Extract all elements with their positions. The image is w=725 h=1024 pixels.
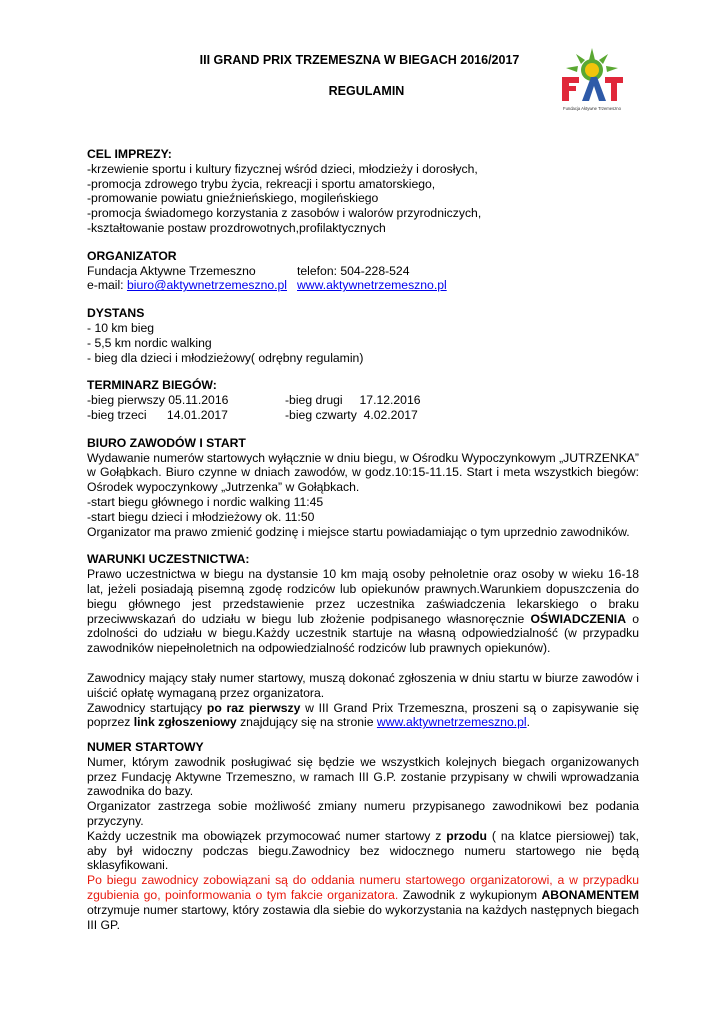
organizer-name: Fundacja Aktywne Trzemeszno: [87, 263, 256, 278]
red-notice: Po biegu zawodnicy zobowiązani są do oddania numeru startowego organizatorowi, a w przypadku zgubienia go, poinformowania o tym fakcie organizatora.: [87, 873, 639, 903]
fat-logo-icon: [556, 46, 628, 118]
email-label: e-mail:: [87, 278, 127, 293]
warunki-paragraph: Zawodnicy mający stały numer startowy, muszą dokonać zgłoszenia w dniu startu w biurze zawodów i uiścić opłatę wymaganą przez organizatora.: [87, 670, 639, 700]
distance-line: - bieg dla dzieci i młodzieżowy( odrębny regulamin): [87, 350, 364, 365]
race-date: -bieg trzeci 14.01.2017: [87, 407, 228, 422]
cel-line: -promocja zdrowego trybu życia, rekreacji i sportu amatorskiego,: [87, 176, 436, 191]
numer-paragraph: Po biegu zawodnicy zobowiązani są do oddania numeru startowego organizatorowi, a w przypadku zgubienia go, poinformowania o tym fakcie organizatora. Zawodnik z wykupionym ABONAMENTEM otrzymuje numer startowy, który zostawia dla siebie do wykorzystania na każdych następnych biegach III GP.: [87, 873, 639, 932]
organizer-note: Organizator ma prawo zmienić godzinę i miejsce startu powiadamiając o tym uprzednio zawodników.: [87, 524, 630, 539]
regulations-body: [87, 147, 639, 932]
biuro-paragraph: Wydawanie numerów startowych wyłącznie w dniu biegu, w Ośrodku Wypoczynkowym „JUTRZENKA” w Gołąbkach. Biuro czynne w dniach zawodów, w godz.10:15-11.15. Start i meta wszystkich biegów: Ośrodek wypoczynkowy „Jutrzenka” w Gołąbkach.: [87, 450, 639, 495]
numer-paragraph: Organizator zastrzega sobie możliwość zmiany numeru przypisanego zawodnikowi bez podania przyczyny.: [87, 799, 639, 829]
race-date: -bieg drugi 17.12.2016: [285, 393, 421, 408]
section-heading-organizator: ORGANIZATOR: [87, 248, 177, 263]
cel-line: -kształtowanie postaw prozdrowotnych,profilaktycznych: [87, 220, 386, 235]
logo-caption: Fundacja Aktywne Trzemeszno: [563, 106, 621, 111]
website-link[interactable]: www.aktywnetrzemeszno.pl: [297, 278, 447, 293]
document-title: III GRAND PRIX TRZEMESZNA W BIEGACH 2016/2017: [199, 53, 520, 67]
section-heading-warunki: WARUNKI UCZESTNICTWA:: [87, 552, 250, 567]
race-date: -bieg pierwszy 05.11.2016: [87, 393, 229, 408]
warunki-paragraph: Prawo uczestnictwa w biegu na dystansie 10 km mają osoby pełnoletnie oraz osoby w wieku 16-18 lat, jeżeli posiadają pisemną zgodę rodziców lub opiekunów prawnych.Warunkiem dopuszczenia do biegu głównego jest przedstawienie przez uczestnika zaświadczenia lekarskiego o braku przeciwwskazań do udziału w biegu lub złożenie podpisanego własnoręcznie OŚWIADCZENIA o zdolności do udziału w biegu.Każdy uczestnik startuje na własną odpowiedzialność (w przypadku zawodników niepełnoletnich na odpowiedzialność rodziców lub prawnych opiekunów).: [87, 567, 639, 656]
section-heading-numer: NUMER STARTOWY: [87, 740, 204, 755]
cel-line: -promowanie powiatu gnieźnieńskiego, mogileńskiego: [87, 191, 379, 206]
registration-website-link[interactable]: www.aktywnetrzemeszno.pl: [376, 715, 527, 730]
race-date: -bieg czwarty 4.02.2017: [285, 407, 418, 422]
document-subtitle: REGULAMIN: [328, 84, 405, 98]
numer-paragraph: Każdy uczestnik ma obowiązek przymocować numer startowy z przodu ( na klatce piersiowej) tak, aby był widoczny podczas biegu.Zawodnicy bez widocznego numeru startowego nie będą sklasyfikowani.: [87, 828, 640, 873]
fat-logo: [556, 46, 628, 118]
section-heading-dystans: DYSTANS: [87, 306, 145, 321]
distance-line: - 5,5 km nordic walking: [87, 335, 212, 350]
organizer-phone: telefon: 504-228-524: [297, 263, 410, 278]
cel-line: -promocja świadomego korzystania z zasobów i walorów przyrodniczych,: [87, 206, 482, 221]
numer-paragraph: Numer, którym zawodnik posługiwać się będzie we wszystkich kolejnych biegach organizowanych przez Fundację Aktywne Trzemeszno, w ramach III G.P. zostanie przypisany w chwili wprowadzania zawodnika do bazy.: [87, 754, 639, 799]
oswiadczenia-bold: OŚWIADCZENIA: [530, 611, 626, 626]
section-heading-biuro: BIURO ZAWODÓW I START: [87, 435, 246, 450]
email-link[interactable]: biuro@aktywnetrzemeszno.pl: [126, 278, 288, 293]
warunki-paragraph: Zawodnicy startujący po raz pierwszy w III Grand Prix Trzemeszna, proszeni są o zapisywanie się poprzez link zgłoszeniowy znajdujący się na stronie www.aktywnetrzemeszno.pl.: [87, 700, 639, 730]
start-time-line: -start biegu dzieci i młodzieżowy ok. 11:50: [87, 509, 315, 524]
cel-line: -krzewienie sportu i kultury fizycznej wśród dzieci, młodzieży i dorosłych,: [87, 161, 478, 176]
section-heading-cel: CEL IMPREZY:: [87, 147, 172, 161]
section-heading-terminarz: TERMINARZ BIEGÓW:: [87, 378, 217, 393]
distance-line: - 10 km bieg: [87, 320, 155, 335]
start-time-line: -start biegu głównego i nordic walking 11:45: [87, 494, 324, 509]
